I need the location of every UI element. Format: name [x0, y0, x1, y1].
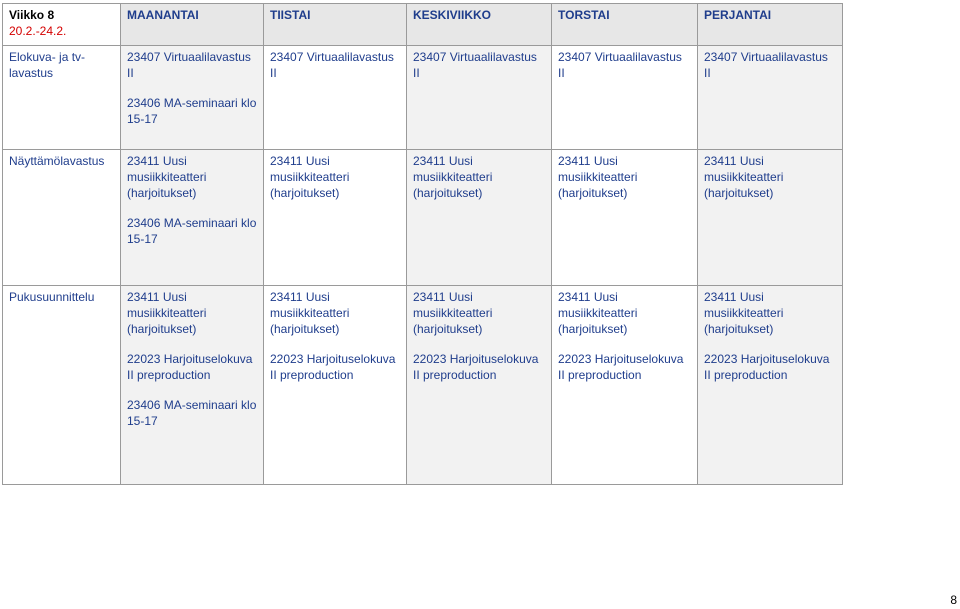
course-entry: 23407 Virtuaalilavastus II — [270, 50, 394, 80]
course-entry: 23406 MA-seminaari klo 15-17 — [127, 96, 257, 126]
course-entry: 22023 Harjoituselokuva II preproduction — [413, 352, 539, 382]
schedule-table — [2, 3, 843, 485]
schedule-cell — [407, 46, 552, 150]
schedule-cell — [698, 150, 843, 286]
row-nayttamolavastus — [3, 150, 843, 286]
course-entry: 23411 Uusi musiikkiteatteri (harjoitukset) — [127, 154, 207, 200]
course-entry: 23411 Uusi musiikkiteatteri (harjoitukset) — [127, 290, 207, 336]
course-entry: 23407 Virtuaalilavastus II — [558, 50, 682, 80]
schedule-cell — [121, 150, 264, 286]
day-header-wednesday: KESKIVIIKKO — [407, 4, 552, 46]
course-entry: 23406 MA-seminaari klo 15-17 — [127, 398, 257, 428]
course-entry: 22023 Harjoituselokuva II preproduction — [127, 352, 253, 382]
course-entry: 23407 Virtuaalilavastus II — [704, 50, 828, 80]
course-entry: 23411 Uusi musiikkiteatteri (harjoitukset) — [558, 290, 638, 336]
schedule-cell — [698, 46, 843, 150]
week-dates: 20.2.-24.2. — [9, 24, 67, 38]
course-entry: 22023 Harjoituselokuva II preproduction — [270, 352, 396, 382]
course-entry: 23407 Virtuaalilavastus II — [127, 50, 251, 80]
schedule-cell — [552, 286, 698, 485]
schedule-cell — [264, 46, 407, 150]
day-header-monday: MAANANTAI — [121, 4, 264, 46]
day-header-thursday: TORSTAI — [552, 4, 698, 46]
day-header-tuesday: TIISTAI — [264, 4, 407, 46]
course-entry: 23411 Uusi musiikkiteatteri (harjoitukset) — [704, 154, 784, 200]
schedule-cell — [552, 46, 698, 150]
course-entry: 23411 Uusi musiikkiteatteri (harjoitukset) — [270, 154, 350, 200]
page-number: 8 — [950, 593, 957, 607]
schedule-cell — [121, 286, 264, 485]
schedule-cell — [264, 286, 407, 485]
header-row — [3, 4, 843, 46]
day-header-friday: PERJANTAI — [698, 4, 843, 46]
schedule-cell — [264, 150, 407, 286]
row-elokuva-lavastus — [3, 46, 843, 150]
schedule-cell — [121, 46, 264, 150]
course-entry: 22023 Harjoituselokuva II preproduction — [704, 352, 830, 382]
schedule-cell — [552, 150, 698, 286]
row-label: Näyttämölavastus — [3, 150, 121, 286]
course-entry: 23411 Uusi musiikkiteatteri (harjoitukset) — [270, 290, 350, 336]
course-entry: 23411 Uusi musiikkiteatteri (harjoitukset) — [413, 290, 493, 336]
week-title: Viikko 8 — [9, 8, 55, 22]
schedule-cell — [698, 286, 843, 485]
course-entry: 23411 Uusi musiikkiteatteri (harjoitukset) — [704, 290, 784, 336]
row-pukusuunnittelu — [3, 286, 843, 485]
course-entry: 23411 Uusi musiikkiteatteri (harjoitukset) — [413, 154, 493, 200]
week-cell — [3, 4, 121, 46]
row-label: Pukusuunnittelu — [3, 286, 121, 485]
course-entry: 23407 Virtuaalilavastus II — [413, 50, 537, 80]
row-label: Elokuva- ja tv-lavastus — [3, 46, 121, 150]
course-entry: 23411 Uusi musiikkiteatteri (harjoitukset) — [558, 154, 638, 200]
schedule-cell — [407, 150, 552, 286]
course-entry: 22023 Harjoituselokuva II preproduction — [558, 352, 684, 382]
course-entry: 23406 MA-seminaari klo 15-17 — [127, 216, 257, 246]
schedule-cell — [407, 286, 552, 485]
